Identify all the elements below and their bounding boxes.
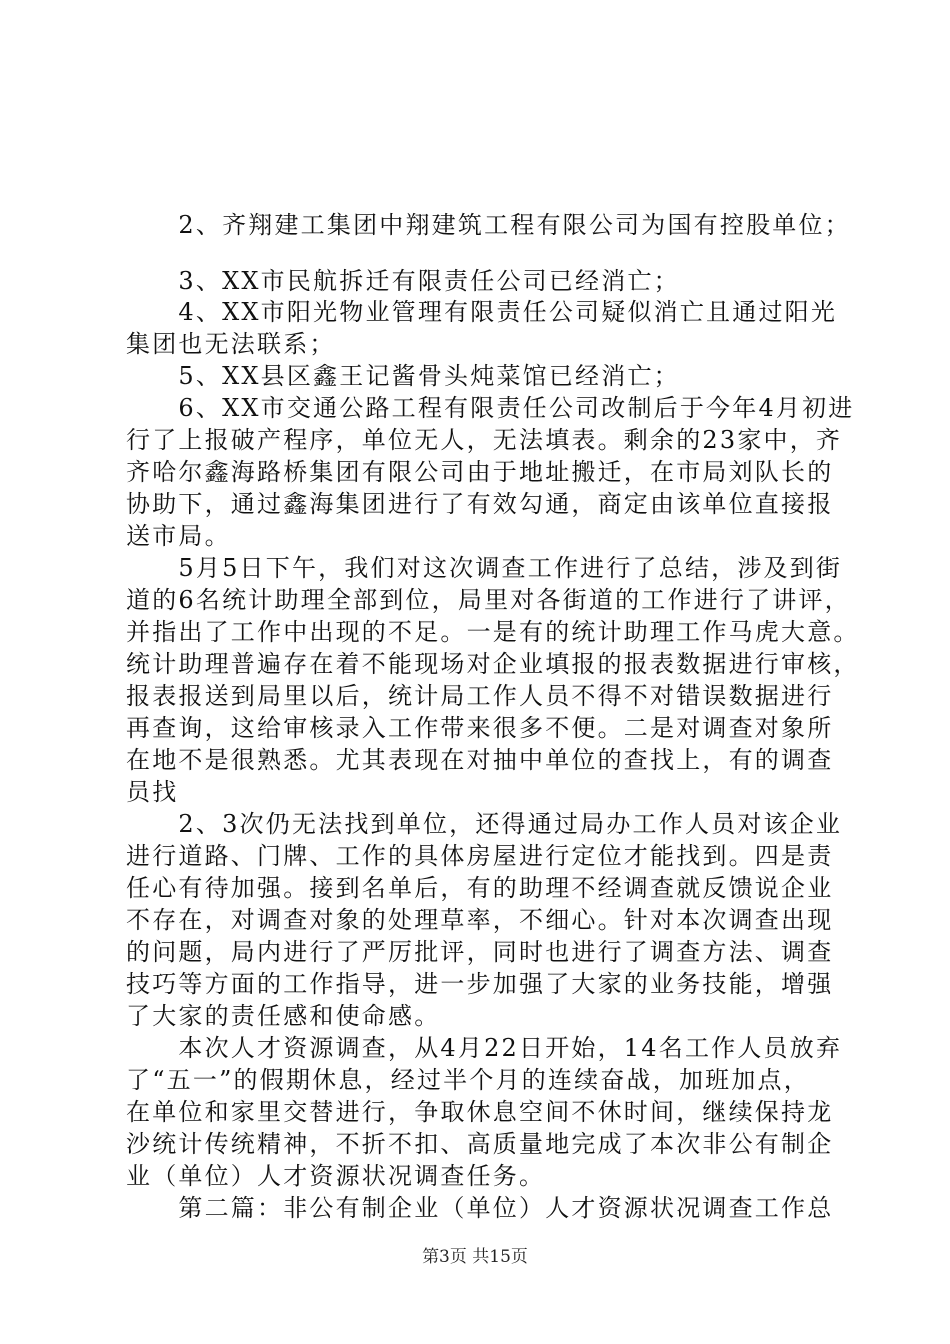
text-line: 4、XX市阳光物业管理有限责任公司疑似消亡且通过阳光 [126, 298, 838, 326]
text-line: 了大家的责任感和使命感。 [126, 1002, 441, 1030]
text-line: 齐哈尔鑫海路桥集团有限公司由于地址搬迁，在市局刘队长的 [126, 458, 834, 486]
text-line: 集团也无法联系； [126, 330, 336, 358]
text-line: 员找 [126, 778, 179, 806]
text-line: 并指出了工作中出现的不足。一是有的统计助理工作马虎大意。 [126, 618, 860, 646]
text-line: 3、XX市民航拆迁有限责任公司已经消亡； [126, 267, 680, 295]
text-line: 本次人才资源调查，从4月22日开始，14名工作人员放弃 [126, 1034, 843, 1062]
text-line: 再查询，这给审核录入工作带来很多不便。二是对调查对象所 [126, 714, 834, 742]
text-line: 2、3次仍无法找到单位，还得通过局办工作人员对该企业 [126, 810, 843, 838]
text-line: 第二篇：非公有制企业（单位）人才资源状况调查工作总 [126, 1194, 834, 1222]
text-line: 技巧等方面的工作指导，进一步加强了大家的业务技能，增强 [126, 970, 834, 998]
text-line: 的问题，局内进行了严厉批评，同时也进行了调查方法、调查 [126, 938, 834, 966]
page-number-footer: 第3页 共15页 [422, 1247, 528, 1267]
text-line: 统计助理普遍存在着不能现场对企业填报的报表数据进行审核， [126, 650, 860, 678]
text-line: 在地不是很熟悉。尤其表现在对抽中单位的查找上，有的调查 [126, 746, 834, 774]
text-line: 沙统计传统精神，不折不扣、高质量地完成了本次非公有制企 [126, 1130, 834, 1158]
text-line: 5、XX县区鑫王记酱骨头炖菜馆已经消亡； [126, 362, 680, 390]
text-line: 报表报送到局里以后，统计局工作人员不得不对错误数据进行 [126, 682, 834, 710]
text-line: 2、齐翔建工集团中翔建筑工程有限公司为国有控股单位； [126, 211, 851, 239]
text-line: 不存在，对调查对象的处理草率，不细心。针对本次调查出现 [126, 906, 834, 934]
text-line: 在单位和家里交替进行，争取休息空间不休时间，继续保持龙 [126, 1098, 834, 1126]
text-line: 道的6名统计助理全部到位，局里对各街道的工作进行了讲评， [126, 586, 851, 614]
text-line: 行了上报破产程序，单位无人，无法填表。剩余的23家中，齐 [126, 426, 843, 454]
text-line: 送市局。 [126, 522, 231, 550]
text-line: 了“五一”的假期休息，经过半个月的连续奋战，加班加点， [126, 1066, 810, 1094]
text-line: 业（单位）人才资源状况调查任务。 [126, 1162, 546, 1190]
text-line: 任心有待加强。接到名单后，有的助理不经调查就反馈说企业 [126, 874, 834, 902]
text-line: 进行道路、门牌、工作的具体房屋进行定位才能找到。四是责 [126, 842, 834, 870]
text-line: 5月5日下午，我们对这次调查工作进行了总结，涉及到街 [126, 554, 843, 582]
text-line: 6、XX市交通公路工程有限责任公司改制后于今年4月初进 [126, 394, 855, 422]
text-line: 协助下，通过鑫海集团进行了有效勾通，商定由该单位直接报 [126, 490, 834, 518]
